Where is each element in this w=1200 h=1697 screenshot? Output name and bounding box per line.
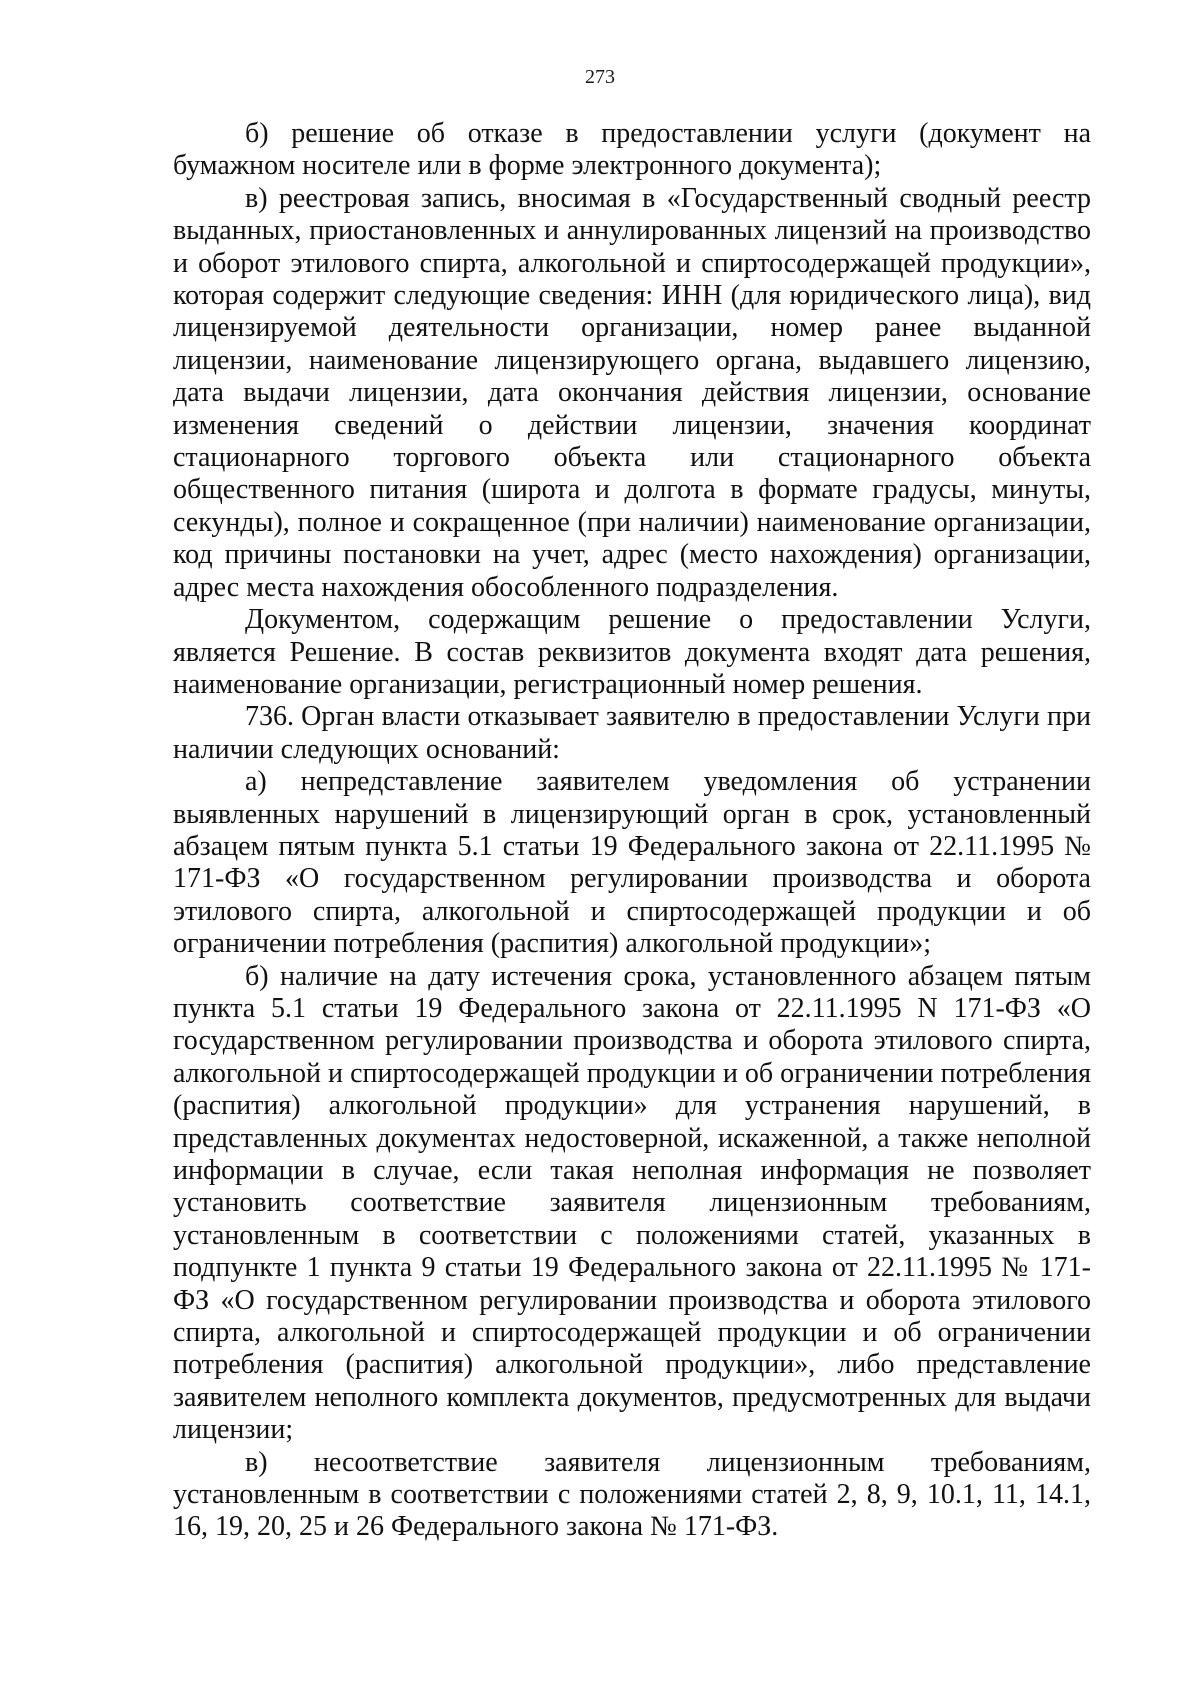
paragraph-ground-v: в) несоответствие заявителя лицензионным требованиям, установленным в соответствии с положениями статей 2, 8, 9, 10.1, 11, 14.1, 16, 19, 20, 25 и 26 Федерального закона № 171-ФЗ.	[173, 1446, 1091, 1543]
paragraph-decision-document: Документом, содержащим решение о предоставлении Услуги, является Решение. В состав реквизитов документа входят дата решения, наименование организации, регистрационный номер решения.	[173, 604, 1091, 700]
page-number: 273	[585, 66, 615, 88]
paragraph-ground-a: а) непредставление заявителем уведомления об устранении выявленных нарушений в лицензирующий орган в срок, установленный абзацем пятым пункта 5.1 статьи 19 Федерального закона от 22.11.1995 № 171-ФЗ «О государственном регулировании производства и оборота этилового спирта, алкогольной и спиртосодержащей продукции и об ограничении потребления (распития) алкогольной продукции»;	[173, 766, 1091, 960]
paragraph-item-736: 736. Орган власти отказывает заявителю в предоставлении Услуги при наличии следующих оснований:	[173, 701, 1091, 765]
paragraph-ground-b: б) наличие на дату истечения срока, установленного абзацем пятым пункта 5.1 статьи 19 Федерального закона от 22.11.1995 N 171-ФЗ «О государственном регулировании производства и оборота этилового спирта, алкогольной и спиртосодержащей продукции и об ограничении потребления (распития) алкогольной продукции» для устранения нарушений, в представленных документах недостоверной, искаженной, а также неполной информации в случае, если такая неполная информация не позволяет установить соответствие заявителя лицензионным требованиям, установленным в соответствии с положениями статей, указанных в подпункте 1 пункта 9 статьи 19 Федерального закона от 22.11.1995 № 171-ФЗ «О государственном регулировании производства и оборота этилового спирта, алкогольной и спиртосодержащей продукции и об ограничении потребления (распития) алкогольной продукции», либо представление заявителем неполного комплекта документов, предусмотренных для выдачи лицензии;	[173, 960, 1091, 1446]
document-body	[173, 118, 1091, 1544]
paragraph-decision-refusal: б) решение об отказе в предоставлении услуги (документ на бумажном носителе или в форме электронного документа);	[173, 118, 1091, 182]
paragraph-registry-entry: в) реестровая запись, вносимая в «Государственный сводный реестр выданных, приостановленных и аннулированных лицензий на производство и оборот этилового спирта, алкогольной и спиртосодержащей продукции», которая содержит следующие сведения: ИНН (для юридического лица), вид лицензируемой деятельности организации, номер ранее выданной лицензии, наименование лицензирующего органа, выдавшего лицензию, дата выдачи лицензии, дата окончания действия лицензии, основание изменения сведений о действии лицензии, значения координат стационарного торгового объекта или стационарного объекта общественного питания (широта и долгота в формате градусы, минуты, секунды), полное и сокращенное (при наличии) наименование организации, код причины постановки на учет, адрес (место нахождения) организации, адрес места нахождения обособленного подразделения.	[173, 182, 1091, 603]
